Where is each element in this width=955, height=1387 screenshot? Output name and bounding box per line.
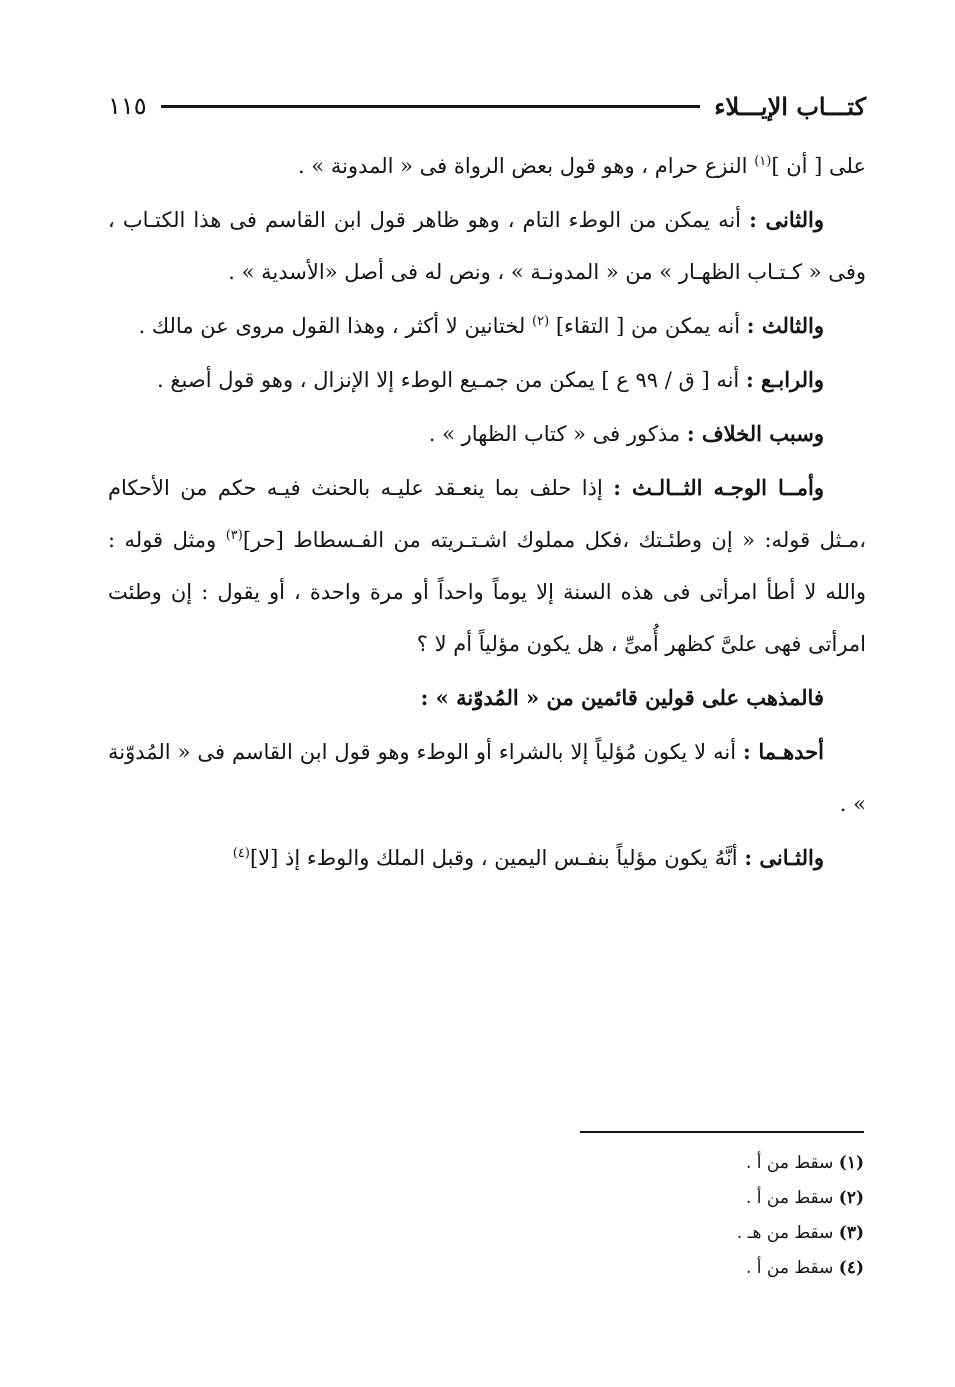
paragraph: والثـانى : أنَّهُ يكون مؤلياً بنفـس اليمين ، وقبل الملك والوطء إذ [لا]$^{(٤)}$ bbox=[232, 845, 824, 870]
footnote-marker: (٣) bbox=[225, 528, 243, 543]
paragraph: وأمــا الوجـه الثــالـث : إذا حلف بما ينعـقد عليـه بالحنث فيـه حكم من الأحكام ،مـثل قوله: « إن وطئـتك ،فكل مملوك اشـتـريته من الفـسطاط [حر]$^{(٣)}$ ومثل قوله : والله لا أطأ امرأتى فى هذه السنة إلا يوماً واحداً أو مرة واحدة ، أو يقول : إن وطئت امرأتى فهى علىَّ كظهر أُمىِّ ، هل يكون مؤلياً أم لا ؟ bbox=[108, 475, 867, 656]
paragraph: والثالث : أنه يمكن من [ التقاء] $^{(٢)}$ لختانين لا أكثر ، وهذا القول مروى عن مالك . bbox=[138, 313, 824, 338]
footnote-marker: (٤) bbox=[232, 846, 250, 861]
footnote-divider bbox=[580, 1131, 864, 1133]
footnote-marker: (١) bbox=[754, 154, 772, 169]
main-text bbox=[108, 140, 866, 886]
footnote-marker: (٢) bbox=[532, 314, 550, 329]
paragraph: والثانى : أنه يمكن من الوطء التام ، وهو ظاهر قول ابن القاسم فى هذا الكتـاب ، وفى « كـتـاب الظهـار » من « المدونـة » ، ونص له فى أصل «الأسدية » . bbox=[108, 207, 866, 284]
footnote-item: (١) سقط من أ . bbox=[745, 1153, 864, 1173]
running-title: كتـــاب الإيـــلاء bbox=[714, 91, 866, 121]
paragraph: أحدهـما : أنه لا يكون مُؤلياً إلا بالشراء أو الوطء وهو قول ابن القاسم فى « المُدوّنة » . bbox=[108, 739, 866, 816]
paragraph: فالمذهب على قولين قائمين من « المُدوّنة » : bbox=[420, 685, 824, 710]
page-number: ١١٥ bbox=[108, 92, 147, 120]
paragraph: على [ أن ]$^{(١)}$ النزع حرام ، وهو قول بعض الرواة فى « المدونة » . bbox=[297, 154, 866, 178]
paragraph: والرابـع : أنه [ ق / ٩٩ ع ] يمكن من جمـيع الوطء إلا الإنزال ، وهو قول أصبغ . bbox=[157, 367, 824, 392]
header-rule bbox=[161, 105, 701, 108]
footnote-item: (٤) سقط من أ . bbox=[745, 1258, 864, 1278]
page-header bbox=[108, 86, 866, 126]
paragraph: وسبب الخلاف : مذكور فى « كتاب الظهار » . bbox=[428, 421, 824, 446]
footnotes bbox=[560, 1146, 864, 1286]
footnote-item: (٢) سقط من أ . bbox=[745, 1188, 864, 1208]
footnote-item: (٣) سقط من هـ . bbox=[736, 1223, 864, 1243]
